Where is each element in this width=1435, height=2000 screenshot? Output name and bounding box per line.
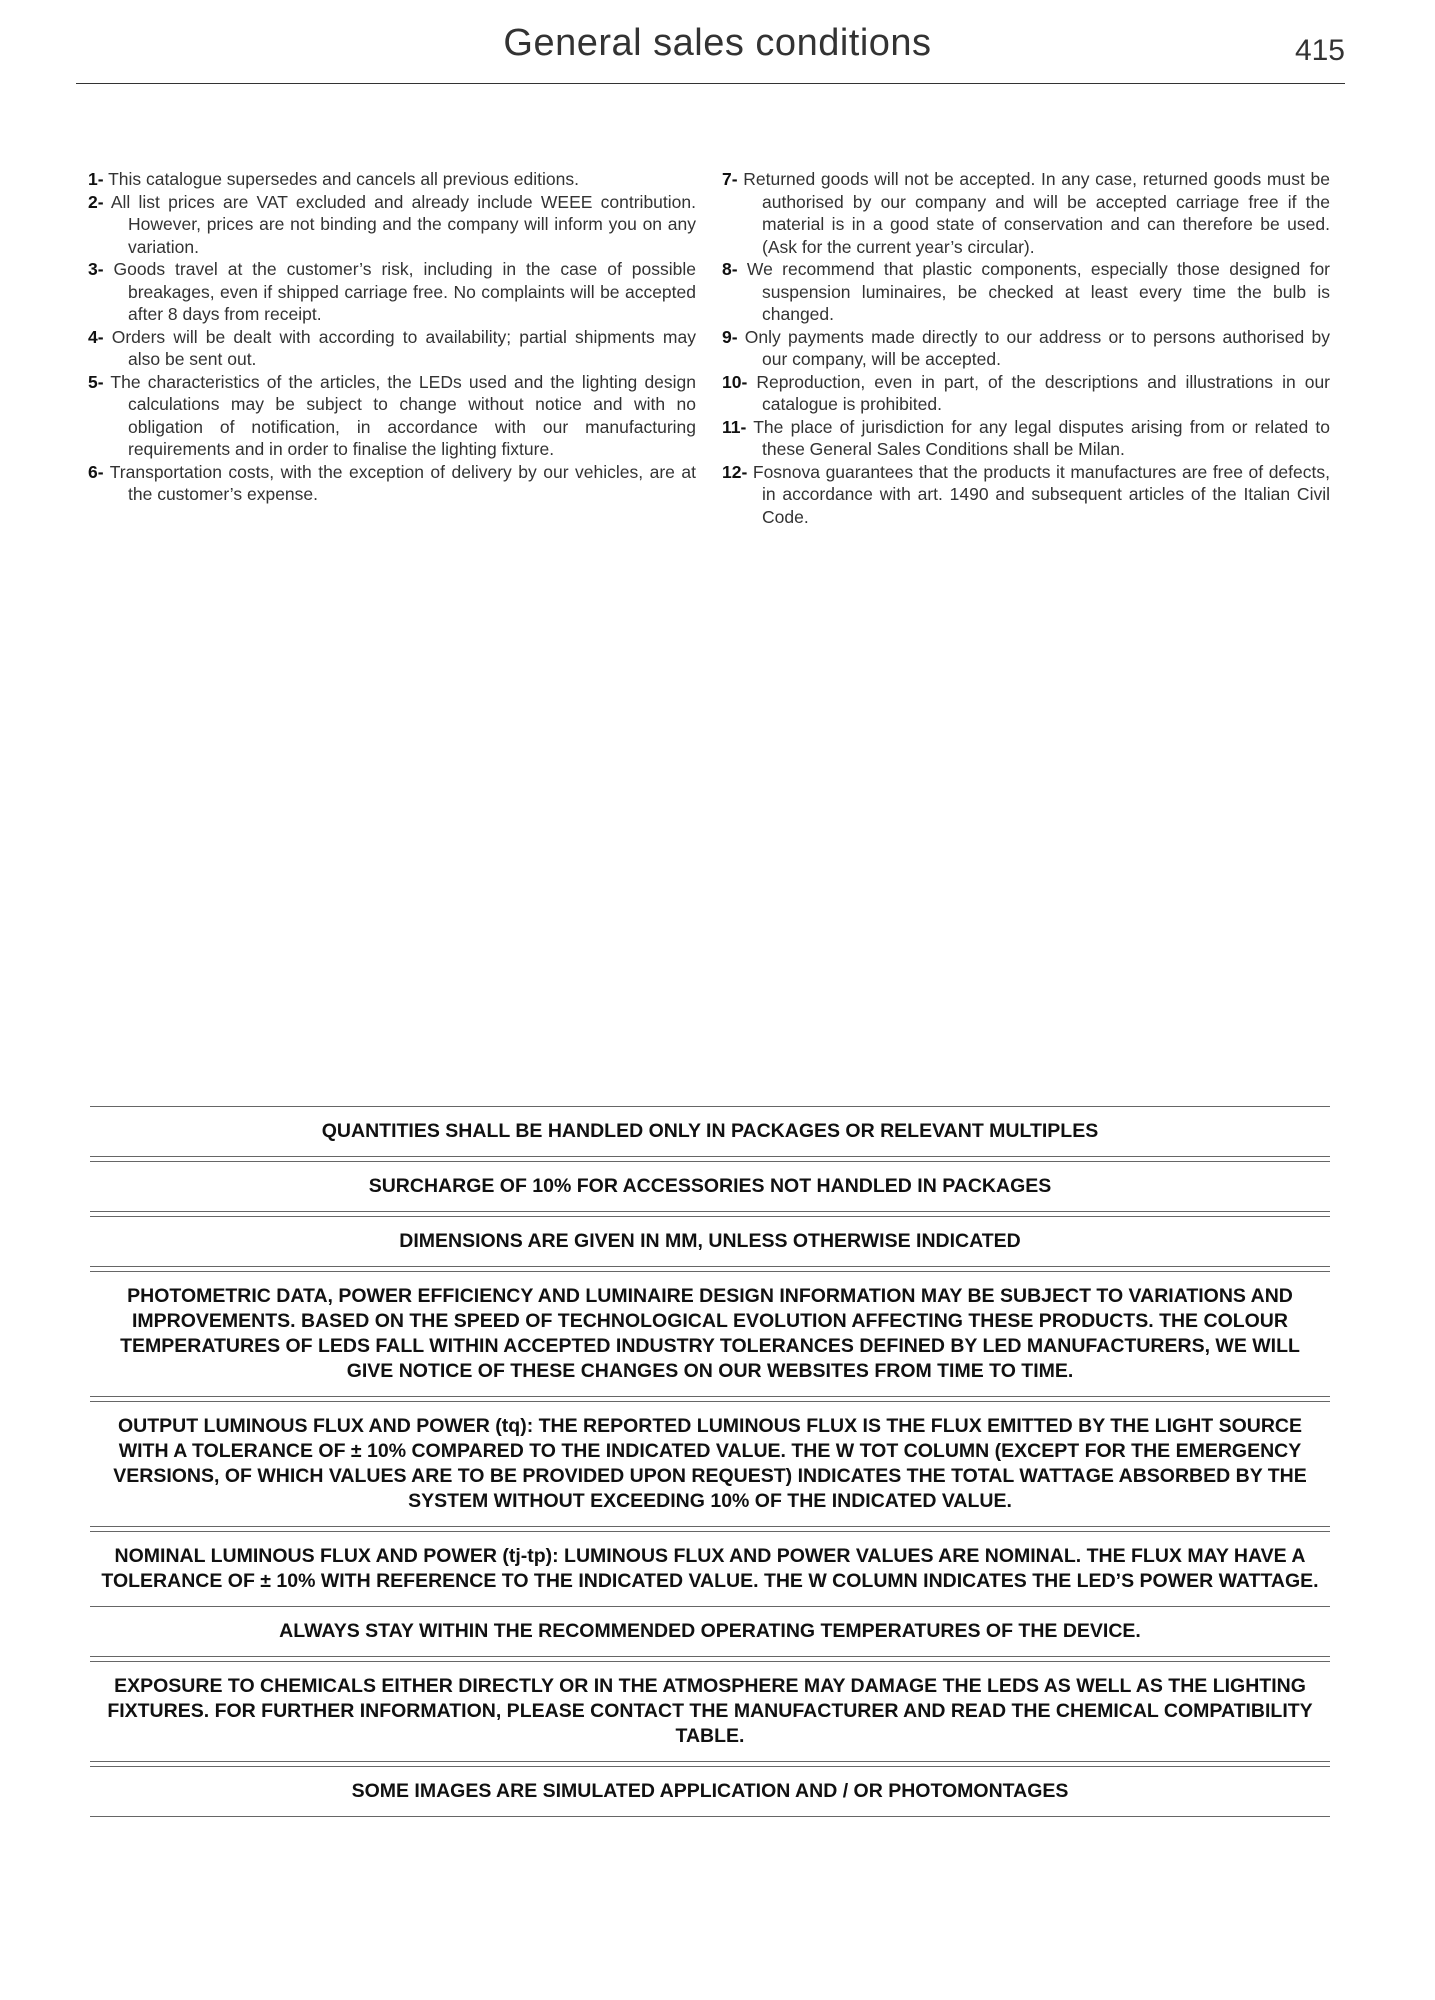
condition-number: 10-	[722, 371, 748, 392]
notice-divider	[90, 1816, 1330, 1817]
condition-item	[722, 416, 1330, 461]
condition-item	[722, 258, 1330, 326]
condition-text: The characteristics of the articles, the LEDs used and the lighting design calculations may be subject to change without notice and with no obligation of notification, in accordance with our manufacturing requirements and in order to finalise the lighting fixture.	[110, 371, 697, 459]
condition-number: 6-	[88, 461, 104, 482]
notice-surcharge: SURCHARGE OF 10% FOR ACCESSORIES NOT HANDLED IN PACKAGES	[368, 1175, 1052, 1197]
condition-number: 2-	[88, 191, 104, 212]
notice-photometric: PHOTOMETRIC DATA, POWER EFFICIENCY AND LUMINAIRE DESIGN INFORMATION MAY BE SUBJECT TO VARIATIONS AND IMPROVEMENTS. BASED ON THE SPEED OF TECHNOLOGICAL EVOLUTION AFFECTING THESE PRODUCTS. THE COLOUR TEMPERATURES OF LEDS FALL WITHIN ACCEPTED INDUSTRY TOLERANCES DEFINED BY LED MANUFACTURERS, WE WILL GIVE NOTICE OF THESE CHANGES ON OUR WEBSITES FROM TIME TO TIME.	[120, 1285, 1300, 1382]
condition-number: 7-	[722, 169, 738, 189]
condition-item	[88, 461, 696, 506]
notice-temperatures: ALWAYS STAY WITHIN THE RECOMMENDED OPERATING TEMPERATURES OF THE DEVICE.	[279, 1620, 1141, 1642]
page-title: General sales conditions	[503, 22, 932, 64]
condition-text: Only payments made directly to our address or to persons authorised by our company, will be accepted.	[744, 326, 1330, 369]
condition-number: 5-	[88, 371, 104, 392]
condition-item	[88, 326, 696, 371]
condition-item	[722, 371, 1330, 416]
condition-text: All list prices are VAT excluded and already include WEEE contribution. However, prices are not binding and the company will inform you on any variation.	[110, 191, 696, 257]
condition-number: 3-	[88, 259, 104, 279]
condition-item	[88, 258, 696, 326]
condition-text: Fosnova guarantees that the products it manufactures are free of defects, in accordance with art. 1490 and subsequent articles of the Italian Civil Code.	[752, 461, 1330, 527]
condition-number: 9-	[722, 326, 738, 347]
condition-text: Reproduction, even in part, of the descriptions and illustrations in our catalogue is prohibited.	[756, 371, 1330, 414]
condition-text: The place of jurisdiction for any legal disputes arising from or related to these General Sales Conditions shall be Milan.	[753, 416, 1330, 459]
page-number: 415	[1294, 34, 1345, 67]
notice-nominal-flux: NOMINAL LUMINOUS FLUX AND POWER (tj-tp): LUMINOUS FLUX AND POWER VALUES ARE NOMINAL. THE FLUX MAY HAVE A TOLERANCE OF ± 10% WITH REFERENCE TO THE INDICATED VALUE. THE W COLUMN INDICATES THE LED’S POWER WATTAGE.	[101, 1545, 1319, 1592]
notice-packages: QUANTITIES SHALL BE HANDLED ONLY IN PACKAGES OR RELEVANT MULTIPLES	[321, 1120, 1099, 1142]
conditions-column-right	[722, 168, 1330, 528]
condition-text: Transportation costs, with the exception of delivery by our vehicles, are at the customer’s expense.	[109, 461, 696, 504]
condition-text: We recommend that plastic components, especially those designed for suspension luminaires, be checked at least every time the bulb is changed.	[746, 259, 1330, 324]
notice-dimensions: DIMENSIONS ARE GIVEN IN MM, UNLESS OTHERWISE INDICATED	[399, 1230, 1021, 1252]
condition-text: This catalogue supersedes and cancels all previous editions.	[108, 169, 579, 189]
header-divider	[76, 83, 1345, 84]
notice-chemicals: EXPOSURE TO CHEMICALS EITHER DIRECTLY OR IN THE ATMOSPHERE MAY DAMAGE THE LEDS AS WELL AS THE LIGHTING FIXTURES. FOR FURTHER INFORMATION, PLEASE CONTACT THE MANUFACTURER AND READ THE CHEMICAL COMPATIBILITY TABLE.	[107, 1675, 1313, 1747]
condition-text: Returned goods will not be accepted. In any case, returned goods must be authorised by our company and will be accepted carriage free if the material is in a good state of conservation and can therefore be used. (Ask for the current year’s circular).	[743, 169, 1330, 257]
condition-number: 1-	[88, 169, 104, 189]
condition-number: 12-	[722, 461, 748, 482]
notices-section	[90, 1106, 1330, 1817]
notice-output-flux: OUTPUT LUMINOUS FLUX AND POWER (tq): THE REPORTED LUMINOUS FLUX IS THE FLUX EMITTED BY THE LIGHT SOURCE WITH A TOLERANCE OF ± 10% COMPARED TO THE INDICATED VALUE. THE W TOT COLUMN (EXCEPT FOR THE EMERGENCY VERSIONS, OF WHICH VALUES ARE TO BE PROVIDED UPON REQUEST) INDICATES THE TOTAL WATTAGE ABSORBED BY THE SYSTEM WITHOUT EXCEEDING 10% OF THE INDICATED VALUE.	[113, 1415, 1307, 1512]
notice-images: SOME IMAGES ARE SIMULATED APPLICATION AND / OR PHOTOMONTAGES	[351, 1780, 1069, 1802]
condition-number: 8-	[722, 259, 738, 279]
condition-number: 4-	[88, 326, 104, 347]
condition-text: Orders will be dealt with according to availability; partial shipments may also be sent out.	[111, 326, 696, 369]
condition-item	[722, 461, 1330, 529]
condition-text: Goods travel at the customer’s risk, including in the case of possible breakages, even if shipped carriage free. No complaints will be accepted after 8 days from receipt.	[113, 259, 696, 324]
conditions-column-left	[88, 168, 696, 506]
condition-item	[722, 168, 1330, 258]
condition-item	[722, 326, 1330, 371]
condition-number: 11-	[722, 416, 747, 437]
condition-item	[88, 371, 696, 461]
condition-item	[88, 168, 696, 191]
condition-item	[88, 191, 696, 259]
